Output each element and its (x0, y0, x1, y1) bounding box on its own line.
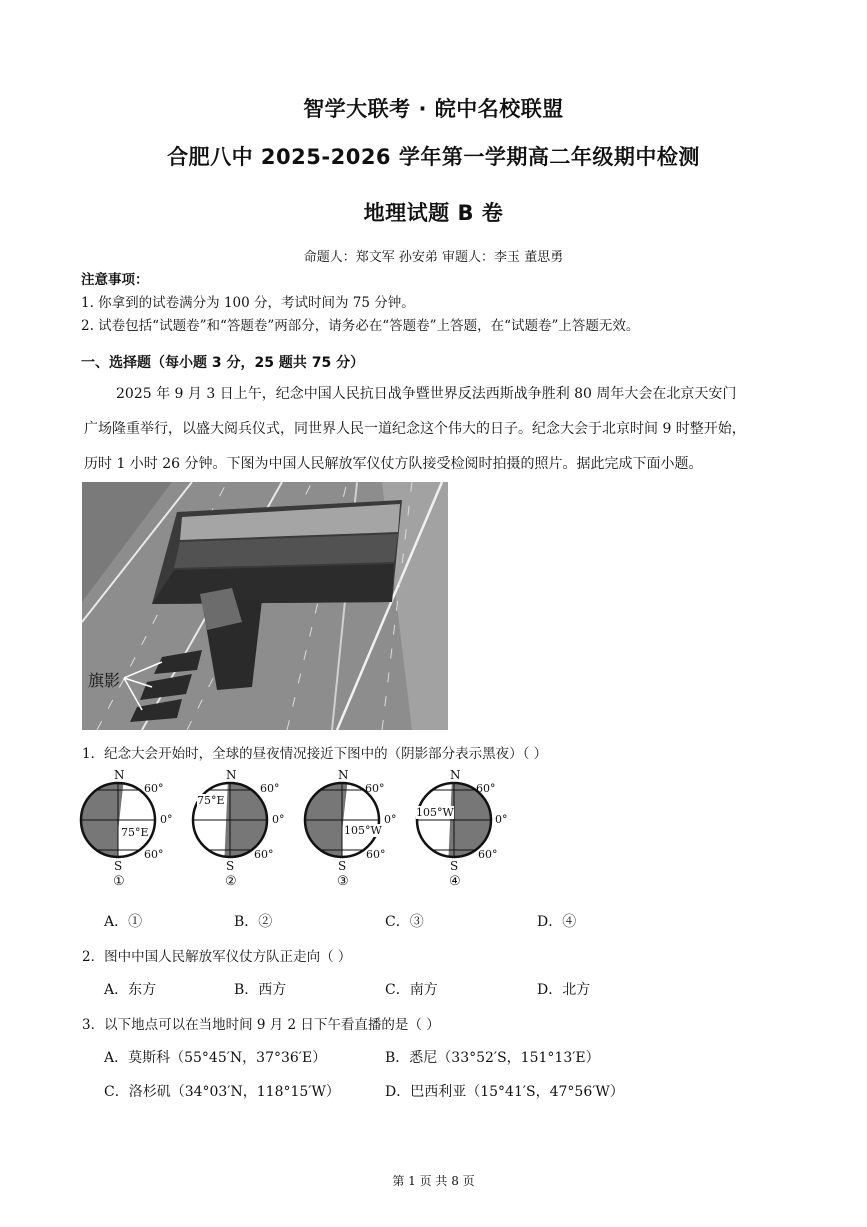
question-1-stem: 1．纪念大会开始时，全球的昼夜情况接近下图中的（阴影部分表示黑夜）（ ） (82, 746, 548, 762)
intro-line-3: 历时 1 小时 26 分钟。下图为中国人民解放军仪仗方队接受检阅时拍摄的照片。据此完成下面小题。 (84, 456, 703, 472)
globe-1-lat-bottom: 60° (144, 848, 164, 861)
question-3-stem: 3．以下地点可以在当地时间 9 月 2 日下午看直播的是（ ） (82, 1017, 440, 1033)
q2-option-c[interactable]: C．南方 (385, 982, 438, 998)
authors-line: 命题人：郑文军 孙安弟 审题人：李玉 董思勇 (303, 250, 564, 265)
exam-name-title: 合肥八中 2025-2026 学年第一学期高二年级期中检测 (167, 145, 700, 169)
globe-1-north: N (114, 768, 125, 782)
q3-option-b[interactable]: B．悉尼（33°52′S，151°13′E） (385, 1050, 600, 1066)
globe-2-north: N (226, 768, 237, 782)
globe-diagrams (78, 768, 518, 894)
exam-alliance-title: 智学大联考 · 皖中名校联盟 (303, 97, 564, 121)
globe-1-south: S (114, 859, 123, 873)
notice-item-1: 1. 你拿到的试卷满分为 100 分，考试时间为 75 分钟。 (81, 295, 415, 311)
globe-4-meridian: 105°W (416, 806, 454, 819)
globe-2-equator: 0° (272, 813, 285, 826)
question-2-stem: 2．图中中国人民解放军仪仗方队正走向（ ） (82, 949, 352, 965)
parade-photo-drawing (82, 482, 448, 730)
globe-4-number: ④ (449, 874, 461, 889)
globe-2-number: ② (225, 874, 237, 889)
globe-3-south: S (338, 859, 347, 873)
section-title: 一、选择题（每小题 3 分，25 题共 75 分） (81, 355, 365, 371)
globe-4-lat-bottom: 60° (478, 848, 498, 861)
subject-title: 地理试题 B 卷 (363, 201, 504, 225)
globe-3-number: ③ (337, 874, 349, 889)
q1-option-d[interactable]: D．④ (537, 914, 577, 930)
globe-4-north: N (450, 768, 461, 782)
troop-formation (152, 500, 402, 604)
globe-1-meridian: 75°E (121, 826, 149, 839)
globe-2-lat-top: 60° (260, 782, 280, 795)
globe-4-lat-top: 60° (476, 782, 496, 795)
q1-option-a[interactable]: A．① (104, 914, 143, 930)
globe-2-lat-bottom: 60° (254, 848, 274, 861)
q3-option-c[interactable]: C．洛杉矶（34°03′N，118°15′W） (104, 1084, 340, 1100)
q2-option-a[interactable]: A．东方 (104, 982, 157, 998)
q3-option-d[interactable]: D．巴西利亚（15°41′S，47°56′W） (385, 1084, 624, 1100)
globe-3-lat-bottom: 60° (366, 848, 386, 861)
globe-2-meridian: 75°E (197, 794, 225, 807)
q1-option-b[interactable]: B．② (234, 914, 273, 930)
page-footer: 第 1 页 共 8 页 (392, 1174, 475, 1188)
q2-option-d[interactable]: D．北方 (537, 982, 591, 998)
globe-3-meridian: 105°W (344, 824, 382, 837)
globe-1-equator: 0° (160, 813, 173, 826)
parade-photo (82, 482, 448, 730)
globe-1-number: ① (113, 874, 125, 889)
intro-line-2: 广场隆重举行，以盛大阅兵仪式，同世界人民一道纪念这个伟大的日子。纪念大会于北京时间 9 时整开始， (84, 421, 746, 437)
globe-4-south: S (450, 859, 459, 873)
globe-3-lat-top: 60° (365, 782, 385, 795)
globe-1-lat-top: 60° (144, 782, 164, 795)
globe-2-south: S (226, 859, 235, 873)
globe-3-north: N (338, 768, 349, 782)
q2-option-b[interactable]: B．西方 (234, 982, 287, 998)
flag-shadow-label: 旗影 (88, 671, 121, 690)
q3-option-a[interactable]: A．莫斯科（55°45′N，37°36′E） (104, 1050, 327, 1066)
q1-option-c[interactable]: C．③ (385, 914, 424, 930)
intro-line-1: 2025 年 9 月 3 日上午，纪念中国人民抗日战争暨世界反法西斯战争胜利 80 周年大会在北京天安门 (116, 386, 737, 402)
globe-4-equator: 0° (495, 813, 508, 826)
globe-3-equator: 0° (384, 813, 397, 826)
notice-heading: 注意事项： (81, 272, 149, 288)
notice-item-2: 2. 试卷包括“试题卷”和“答题卷”两部分，请务必在“答题卷”上答题，在“试题卷”上答题无效。 (81, 318, 640, 334)
